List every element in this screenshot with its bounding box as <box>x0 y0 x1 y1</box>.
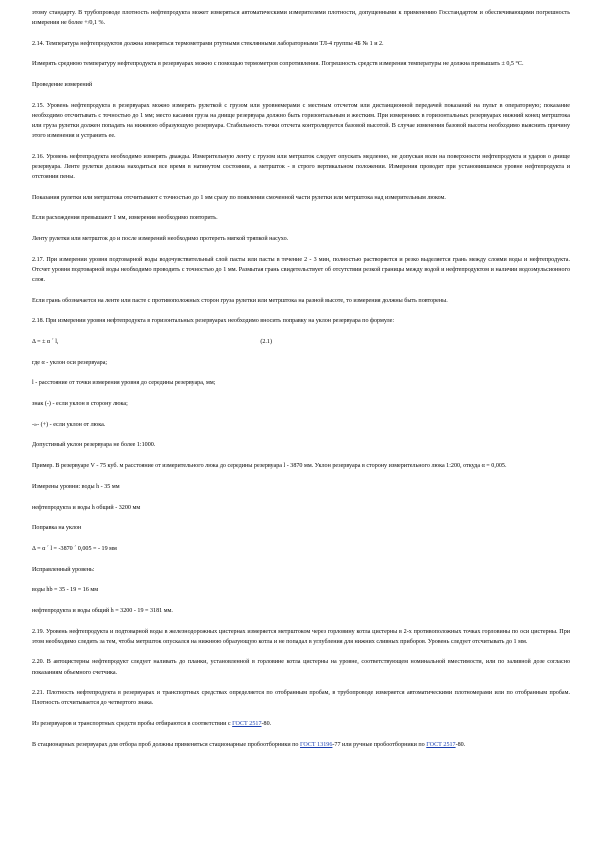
paragraph: этому стандарту. В трубопроводе плотность нефтепродукта может измеряться автоматическими измерителями плотности, допущенными к применению Госстандартом и обеспечивающими погрешность измерения не более +/0,1 %. <box>32 10 570 27</box>
document-page <box>32 8 570 760</box>
text: -80. <box>261 720 272 727</box>
paragraph-2-21: 2.21. Плотность нефтепродукта в резервуарах и транспортных средствах определяется по отобранным пробам, в трубопроводе измеряется автоматическими плотномерами или по отобранным пробам. Плотность отсчитывается до четвертого знака. <box>32 690 570 707</box>
paragraph: Измерять среднюю температуру нефтепродукта в резервуарах можно с помощью термометров сопротивления. Погрешность средств измерения температуры не должна превышать ± 0,5 °С. <box>32 61 524 68</box>
paragraph-sampling <box>32 719 570 729</box>
formula-2-1 <box>32 337 272 347</box>
section-heading: Проведение измерений <box>32 82 93 89</box>
example-line: Исправленный уровень: <box>32 566 95 573</box>
example-line: нефтепродукта и воды h общий - 3200 мм <box>32 504 141 511</box>
paragraph-samplers <box>32 740 570 750</box>
formula-legend: знак (-) - если уклон в сторону люка; <box>32 401 128 408</box>
example-line: Поправка на уклон <box>32 525 82 532</box>
formula-legend: l - расстояние от точки измерения уровня до середины резервуара, мм; <box>32 380 216 387</box>
formula-legend: где α - уклон оси резервуара; <box>32 359 108 366</box>
formula-number: (2.1) <box>260 339 272 345</box>
paragraph: Допустимый уклон резервуара не более 1:1000. <box>32 442 156 449</box>
example-line: Δ = α ´ l = -3870 ´ 0,005 = - 19 мм <box>32 545 117 552</box>
paragraph: Ленту рулетки или метршток до и после измерений необходимо протереть мягкой тряпкой насухо. <box>32 236 289 243</box>
example-paragraph: Пример. В резервуаре V - 75 куб. м расстояние от измерительного люка до середины резервуара l - 3870 мм. Уклон резервуара в сторону измерительного люка 1:200, откуда α = 0,005. <box>32 463 507 470</box>
paragraph-2-19: 2.19. Уровень нефтепродукта и подтоварной воды в железнодорожных цистернах измеряется метрштоком через горловину котла цистерны в 2-х противоположных точках горловины по оси цистерны. При этом необходимо следить за тем, чтобы метршток опускался на нижнюю образующую котла и не попадал в углубления для нижних сливных приборов. Уровень следует отсчитывать до 1 мм. <box>32 628 570 645</box>
paragraph-2-20: 2.20. В автоцистерны нефтепродукт следует наливать до планки, установленной в горловине котла цистерны на уровне, соответствующем номинальной вместимости, или по заливной дозе согласно показаниям объемного счетчика. <box>32 659 570 676</box>
formula-legend: -»- (+) - если уклон от люка. <box>32 421 106 428</box>
paragraph-2-17: 2.17. При измерении уровня подтоварной воды водочувствительный слой пасты или пасты в течение 2 - 3 мин, полностью растворяется и резко выделяется грань между слоями воды и нефтепродукта. Отсчет уровня подтоварной воды необходимо проводить с точностью до 1 мм. Размытая грань свидетельствует об отсутствии резкой границы между водой и нефтепродуктом и наличии водоэмульсионного слоя. <box>32 256 570 283</box>
paragraph: Если расхождения превышают 1 мм, измерения необходимо повторить. <box>32 215 218 222</box>
paragraph-2-15: 2.15. Уровень нефтепродукта в резервуарах можно измерять рулеткой с грузом или уровнемерами с местным отсчетом или дистанционной передачей показаний на пульт в операторную; показание необходимо отсчитывать с точностью до 1 мм; место касания груза на днище резервуара должно быть горизонтальным и жестким. При измерениях в горизонтальных резервуарах нижний конец метрштока или груза рулетки должен попадать на нижнюю образующую резервуара. Стабильность точки отсчета контролируется базовой высотой. В случае изменения базовой высоты необходимо выяснить причину этого изменения и устранить ее. <box>32 102 570 140</box>
text: -80. <box>455 741 466 748</box>
paragraph-2-16: 2.16. Уровень нефтепродукта необходимо измерять дважды. Измерительную ленту с грузом или метршток следует опускать медленно, не допуская волн на поверхности нефтепродукта и ударов о днище резервуара. Ленте рулетки должна находиться все время в натянутом состоянии, а метршток - в строго вертикальном положении. Измерения проводят при установившемся уровне нефтепродукта и отстоянии пены. <box>32 153 570 180</box>
paragraph: Если грань обозначается на ленте или пасте с противоположных сторон груза рулетки или метрштока на разной высоте, то измерения должны быть повторены. <box>32 297 448 304</box>
gost-13196-link[interactable]: ГОСТ 13196 <box>300 741 333 748</box>
text: В стационарных резервуарах для отбора проб должны применяться стационарные пробоотборники по <box>32 741 300 748</box>
example-line: Измерены уровни: воды h - 35 мм <box>32 483 120 490</box>
paragraph-2-14: 2.14. Температура нефтепродуктов должна измеряться термометрами ртутными стеклянными лабораторными ТЛ-4 группы 4Б № 1 и 2. <box>32 40 384 47</box>
text: -77 или ручные пробоотборники по <box>332 741 427 748</box>
text: Из резервуаров и транспортных средств пробы отбираются в соответствии с <box>32 720 233 727</box>
example-line: воды hb = 35 - 19 = 16 мм <box>32 587 99 594</box>
gost-2517-link[interactable]: ГОСТ 2517 <box>232 720 262 727</box>
gost-2517-link[interactable]: ГОСТ 2517 <box>426 741 456 748</box>
paragraph-2-18: 2.18. При измерении уровня нефтепродукта в горизонтальных резервуарах необходимо вносить поправку на уклон резервуара по формуле: <box>32 318 395 325</box>
paragraph: Показания рулетки или метрштока отсчитывают с точностью до 1 мм сразу по появлении смоченной части рулетки или метрштока над измерительным люком. <box>32 194 446 201</box>
example-line: нефтепродукта и воды общий h = 3200 - 19 = 3181 мм. <box>32 607 173 614</box>
formula-expression: Δ = ± α ´ l, <box>32 339 59 345</box>
